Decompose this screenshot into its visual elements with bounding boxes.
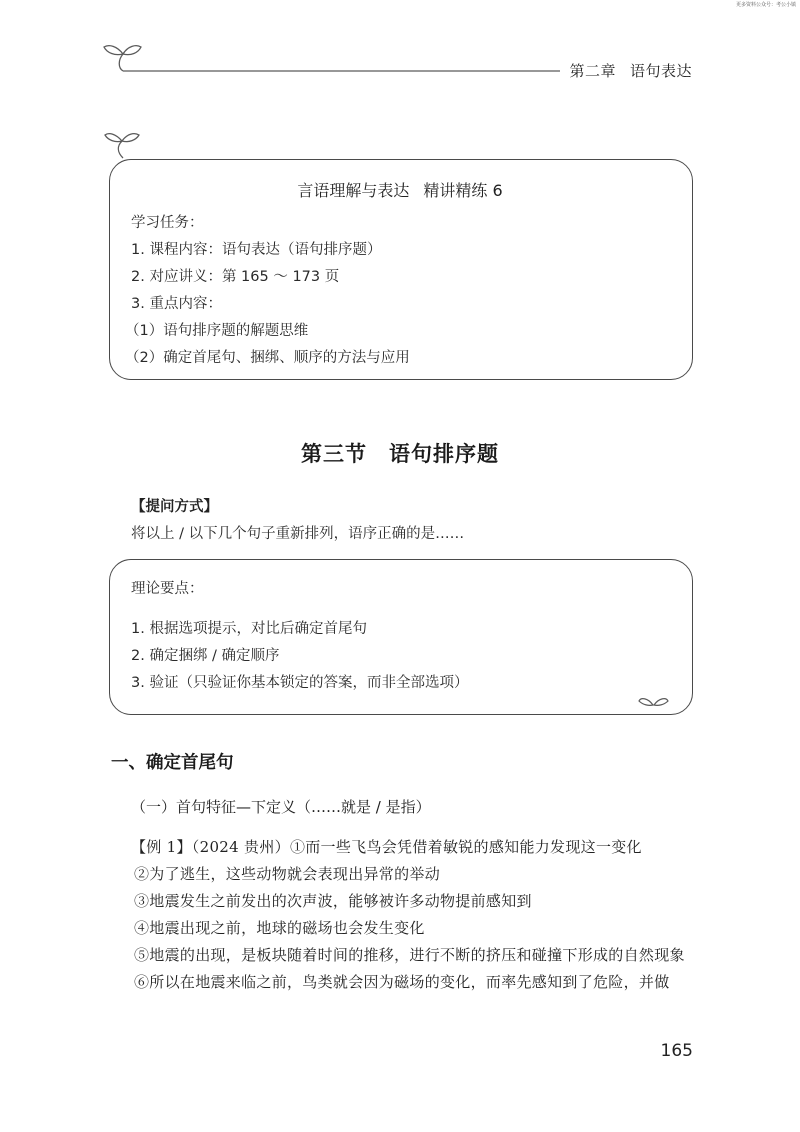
sprout-icon (104, 46, 141, 71)
section-title (0, 438, 800, 468)
study-line-course: 1. 课程内容：语句表达（语句排序题） (131, 242, 382, 258)
theory-item-2: 2. 确定捆绑 / 确定顺序 (131, 648, 280, 664)
question-style-text: 将以上 / 以下几个句子重新排列，语序正确的是…… (131, 526, 465, 542)
chapter-name: 语句表达 (629, 62, 692, 80)
example-line-2: ②为了逃生，这些动物就会表现出异常的举动 (134, 865, 441, 883)
leaf-icon (637, 693, 671, 713)
page-number: 165 (660, 1041, 693, 1061)
example-line-5: ⑤地震的出现，是板块随着时间的推移，进行不断的挤压和碰撞下形成的自然现象 (134, 946, 685, 964)
heading-level-1: 一、确定首尾句 (111, 753, 234, 773)
theory-item-1: 1. 根据选项提示，对比后确定首尾句 (131, 621, 367, 637)
section-name: 语句排序题 (389, 441, 499, 466)
theory-item-3: 3. 验证（只验证你基本锁定的答案，而非全部选项） (131, 675, 469, 691)
study-line-key-1: （1）语句排序题的解题思维 (125, 323, 309, 339)
example-line-6: ⑥所以在地震来临之前，鸟类就会因为磁场的变化，而率先感知到了危险，并做 (134, 973, 670, 991)
study-box-title (0, 178, 800, 201)
heading-level-2: （一）首句特征—下定义（……就是 / 是指） (131, 798, 431, 816)
study-line-key-2: （2）确定首尾句、捆绑、顺序的方法与应用 (125, 350, 410, 366)
question-style-label: 【提问方式】 (131, 499, 218, 515)
chapter-title (569, 60, 692, 81)
example-line-4: ④地震出现之前，地球的磁场也会发生变化 (134, 919, 425, 937)
example-line-3: ③地震发生之前发出的次声波，能够被许多动物提前感知到 (134, 892, 532, 910)
study-task-label: 学习任务： (131, 215, 204, 231)
corner-note: 更多资料公众号：考公小镇 (735, 2, 796, 8)
section-number: 第三节 (301, 441, 367, 466)
study-line-key: 3. 重点内容： (131, 296, 222, 312)
theory-heading: 理论要点： (131, 581, 204, 597)
example-line-1: 【例 1】（2024 贵州）①而一些飞鸟会凭借着敏锐的感知能力发现这一变化 (131, 838, 642, 856)
study-line-handout: 2. 对应讲义：第 165 ～ 173 页 (131, 269, 340, 285)
chapter-number: 第二章 (569, 62, 616, 80)
study-box-title-sub: 精讲精练 6 (423, 181, 503, 200)
study-box-title-main: 言语理解与表达 (297, 181, 410, 200)
sprout-icon (105, 134, 139, 158)
